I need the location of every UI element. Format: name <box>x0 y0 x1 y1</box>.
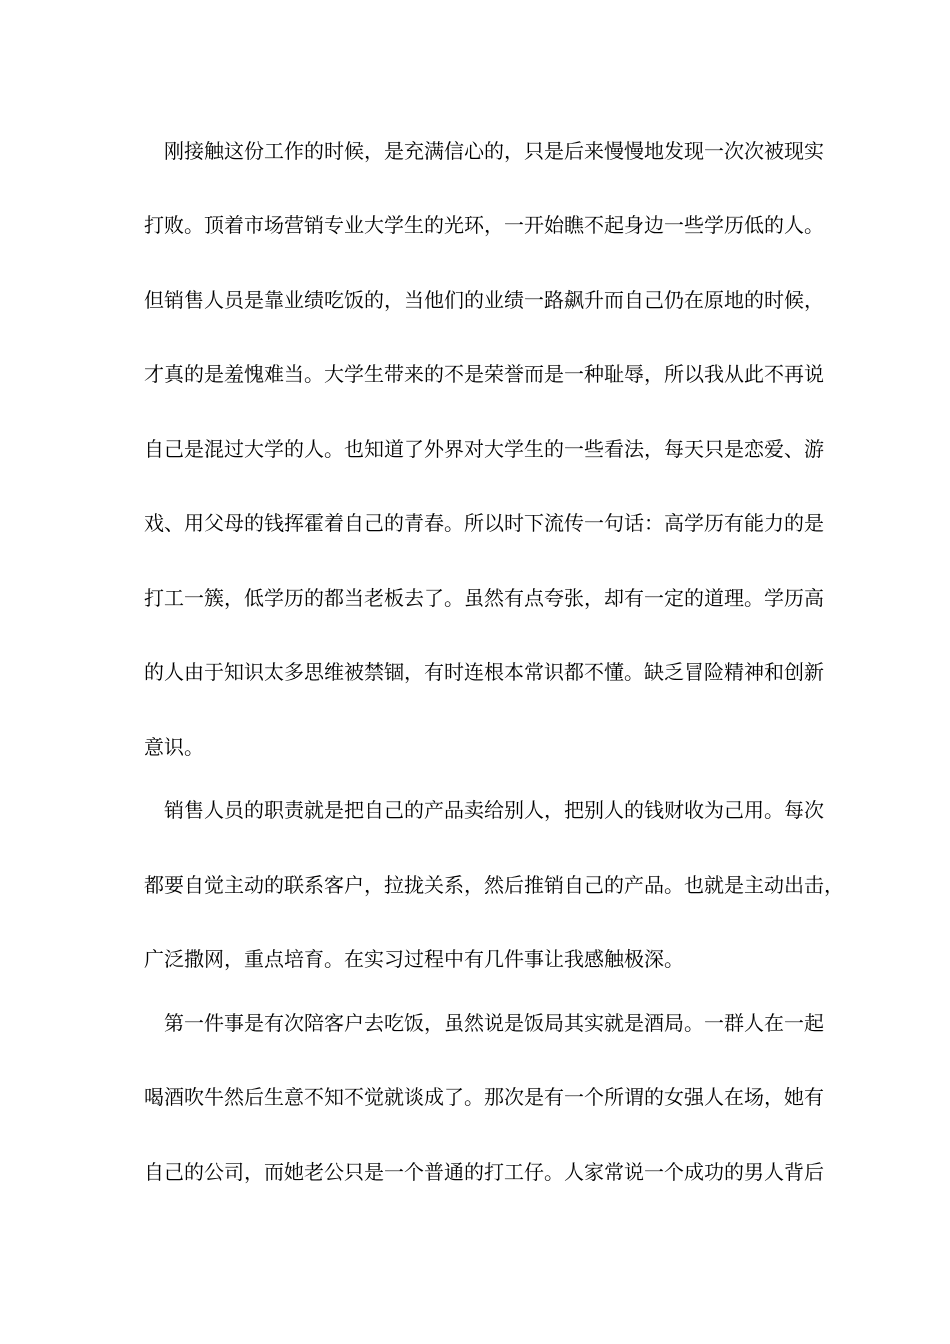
paragraph-line: 第一件事是有次陪客户去吃饭，虽然说是饭局其实就是酒局。一群人在一起 <box>144 1011 824 1035</box>
paragraph-line: 销售人员的职责就是把自己的产品卖给别人，把别人的钱财收为己用。每次 <box>144 798 824 822</box>
paragraph-line: 都要自觉主动的联系客户，拉拢关系，然后推销自己的产品。也就是主动出击， <box>144 873 844 897</box>
paragraph-line: 意识。 <box>144 735 204 759</box>
paragraph-line: 但销售人员是靠业绩吃饭的，当他们的业绩一路飙升而自己仍在原地的时候， <box>144 288 824 312</box>
paragraph-line: 的人由于知识太多思维被禁锢，有时连根本常识都不懂。缺乏冒险精神和创新 <box>144 660 824 684</box>
paragraph-line: 自己是混过大学的人。也知道了外界对大学生的一些看法，每天只是恋爱、游 <box>144 437 824 461</box>
paragraph-line: 打败。顶着市场营销专业大学生的光环，一开始瞧不起身边一些学历低的人。 <box>144 213 824 237</box>
paragraph-line: 广泛撒网，重点培育。在实习过程中有几件事让我感触极深。 <box>144 947 684 971</box>
paragraph-line: 戏、用父母的钱挥霍着自己的青春。所以时下流传一句话：高学历有能力的是 <box>144 511 824 535</box>
paragraph-line: 刚接触这份工作的时候，是充满信心的，只是后来慢慢地发现一次次被现实 <box>144 139 824 163</box>
paragraph-line: 喝酒吹牛然后生意不知不觉就谈成了。那次是有一个所谓的女强人在场，她有 <box>144 1085 824 1109</box>
paragraph-line: 自己的公司，而她老公只是一个普通的打工仔。人家常说一个成功的男人背后 <box>144 1160 824 1184</box>
paragraph-line: 才真的是羞愧难当。大学生带来的不是荣誉而是一种耻辱，所以我从此不再说 <box>144 362 824 386</box>
paragraph-line: 打工一簇，低学历的都当老板去了。虽然有点夸张，却有一定的道理。学历高 <box>144 586 824 610</box>
